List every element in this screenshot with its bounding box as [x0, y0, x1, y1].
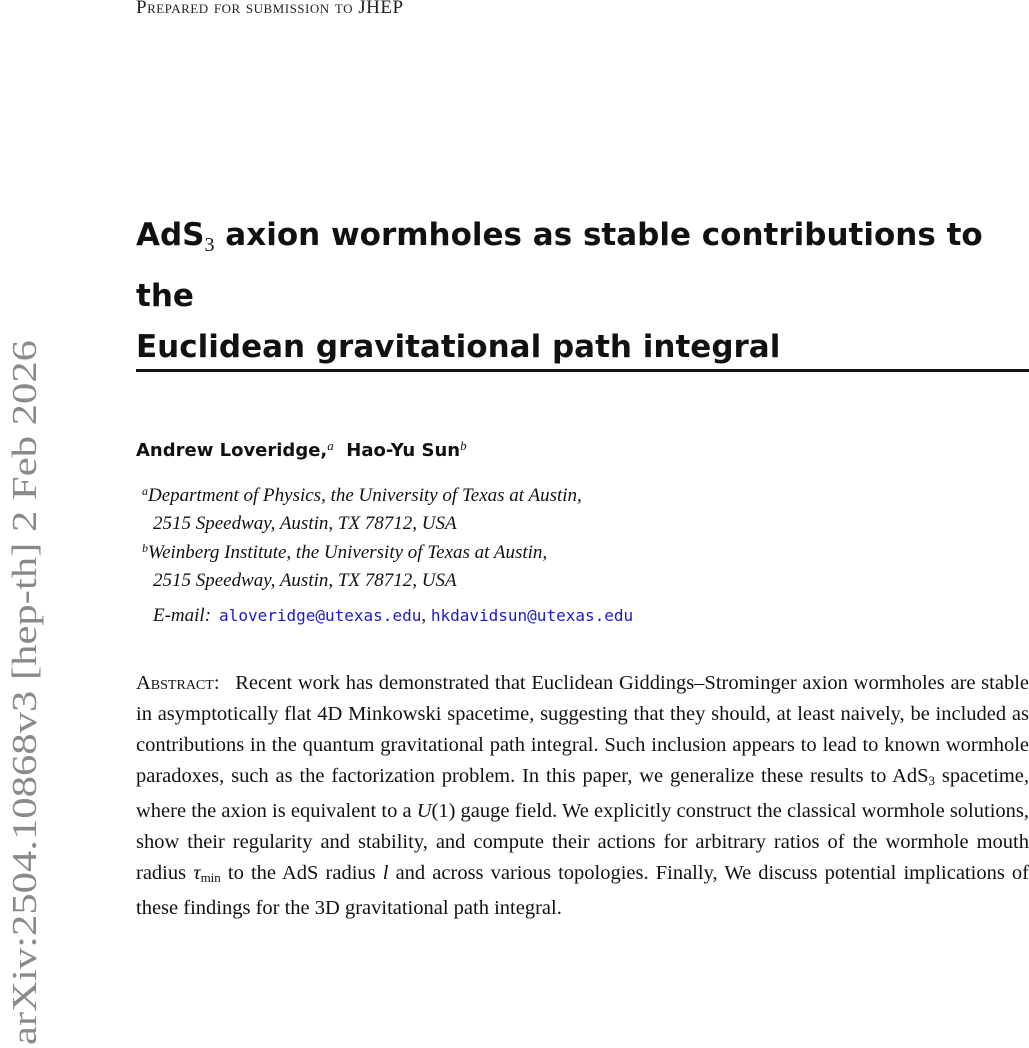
affiliation-a [142, 477, 582, 538]
abstract-text-5: and across various topologies. Finally, We discuss potential implications of these findings for the 3D gravitational path integral. [136, 862, 1029, 919]
affiliation-b-line2: 2515 Speedway, Austin, TX 78712, USA [153, 570, 457, 591]
affiliation-b-mark: b [142, 541, 148, 555]
author-1: Andrew Loveridge, [136, 440, 328, 461]
affiliation-b-line1: Weinberg Institute, the University of Texas at Austin, [148, 542, 548, 563]
title-ads-subscript: 3 [204, 234, 215, 256]
affiliation-b [142, 534, 547, 595]
abstract-u-symbol: U [416, 800, 432, 822]
abstract-text-4: to the AdS radius [220, 862, 383, 884]
title-line-1-rest: axion wormholes as stable contributions to the [136, 217, 983, 314]
abstract-tau-symbol: τ [193, 862, 201, 884]
affiliation-a-line1: Department of Physics, the University of Texas at Austin, [148, 485, 582, 506]
submission-note: Prepared for submission to JHEP [136, 0, 404, 18]
title-line-1 [136, 210, 1016, 322]
author-1-mark: a [327, 438, 334, 453]
title-ads: AdS [136, 217, 205, 253]
abstract-text-1: Recent work has demonstrated that Euclidean Giddings–Strominger axion wormholes are stable in asymptotically flat 4D Minkowski spacetime, suggesting that they should, at least naively, be included as contributions in the quantum gravitational path integral. Such inclusion appears to lead to known wormhole paradoxes, such as the factorization problem. In this paper, we generalize these results to AdS [136, 672, 1029, 787]
abstract-text-2: spacetime, where the axion is equivalent to a [136, 765, 1029, 822]
email-separator: , [421, 605, 431, 626]
abstract-l-symbol: l [382, 862, 389, 884]
arxiv-sidebar-stamp [0, 335, 48, 1048]
author-2: Hao-Yu Sun [346, 440, 461, 461]
title-line-2: Euclidean gravitational path integral [136, 329, 781, 365]
paper-title [136, 210, 1016, 373]
abstract [136, 668, 1029, 924]
email-link-2[interactable]: hkdavidsun@utexas.edu [430, 606, 634, 625]
author-2-mark: b [460, 438, 467, 453]
abstract-tau-subscript: min [200, 870, 221, 885]
email-link-1[interactable]: aloveridge@utexas.edu [219, 606, 422, 625]
abstract-ads-subscript: 3 [928, 773, 936, 788]
affiliation-a-mark: a [142, 484, 148, 498]
title-rule [136, 369, 1029, 372]
author-list [136, 438, 467, 461]
abstract-heading: Abstract: [136, 672, 220, 694]
affiliation-a-line2: 2515 Speedway, Austin, TX 78712, USA [153, 513, 457, 534]
abstract-text-3: (1) gauge field. We explicitly construct the classical wormhole solutions, show their regularity and stability, and compute their actions for arbitrary ratios of the wormhole mouth radius [136, 800, 1029, 884]
email-line [153, 605, 633, 627]
arxiv-id-text: arXiv:2504.10868v3 [hep-th] 2 Feb 2026 [5, 466, 44, 1045]
arxiv-sidebar-svg [0, 335, 48, 1048]
email-label: E-mail: [153, 605, 212, 626]
